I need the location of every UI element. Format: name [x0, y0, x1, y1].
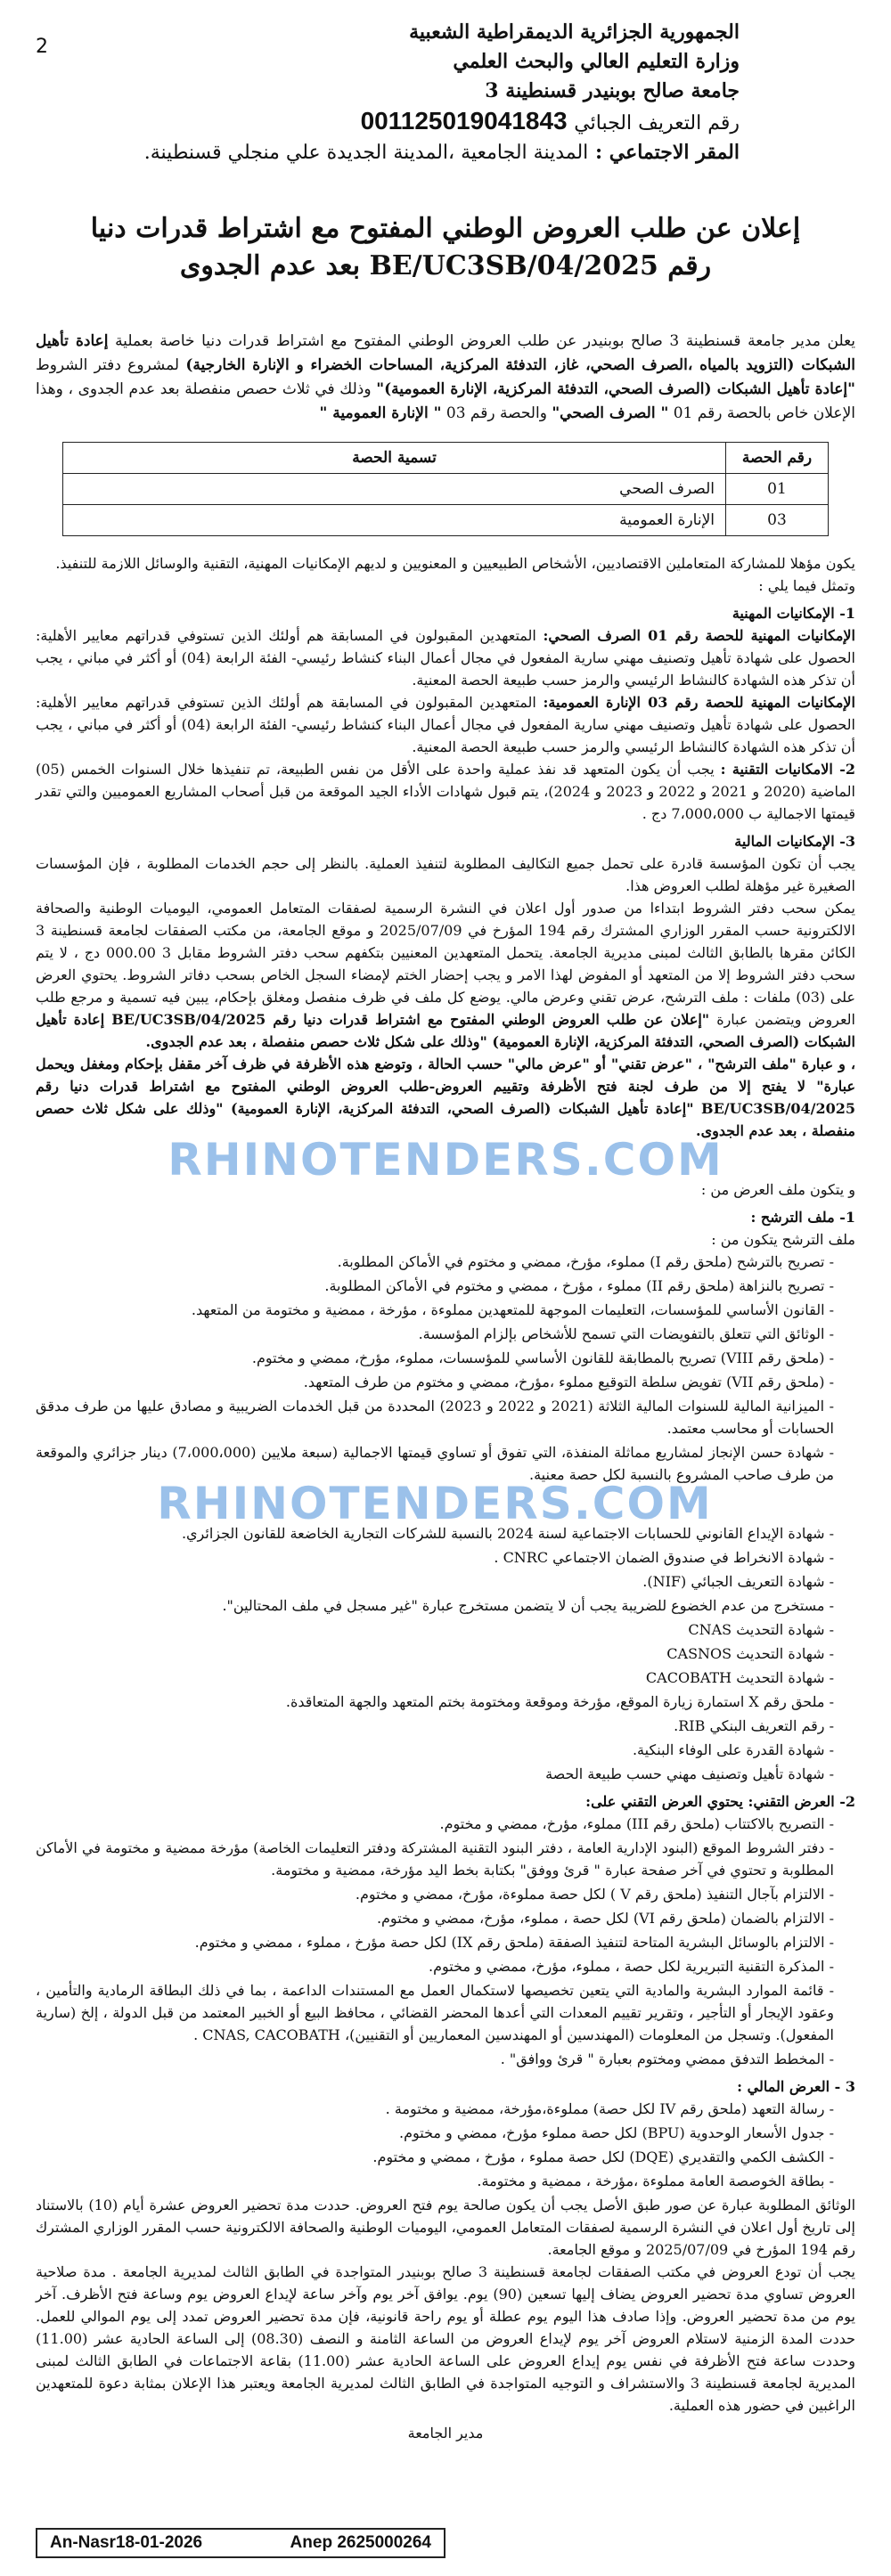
list-item: - القانون الأساسي للمؤسسات، التعليمات الموجهة للمتعهدين مملوءة ، مؤرخة ، ممضية و مختومة من المتعهد.: [191, 1301, 834, 1318]
list-item: - شهادة الانخراط في صندوق الضمان الاجتماعي CNRC .: [494, 1549, 834, 1566]
technical-title: 2- الامكانيات التقنية :: [720, 761, 855, 778]
list-item: - شهادة التحديث CASNOS: [666, 1645, 834, 1662]
publication-footer: [36, 2528, 446, 2558]
list-item: - بطاقة الخوصصة العامة مملوءة ،مؤرخة ، ممضية و مختومة.: [477, 2172, 834, 2189]
operation-name: إعادة تأهيل الشبكات (التزويد بالمياه ،الصرف الصحي، غاز، التدفئة المركزية، المساحات الخضراء و الإنارة الخارجية): [36, 332, 855, 374]
professional-lot3-text: المتعهدين المقبولون في المسابقة هم أولئك الذين تستوفي قدراتهم معايير الأهلية: الحصول على شهادة تأهيل وتصنيف مهني سارية المفعول في مجال أعمال البناء كنشاط رئيسي- الفئة الرابعة (04) أو أكثر في مباني ، يجب أن تذكر هذه الشهادة كالنشاط الرئيسي والرمز حسب طبيعة الحصة المعنية.: [36, 694, 855, 755]
intro-paragraph: [36, 330, 855, 426]
file-intro: و يتكون ملف العرض من :: [700, 1181, 855, 1198]
lot-b-name: " الإنارة العمومية ": [319, 404, 442, 422]
watermark: RHINOTENDERS.COM: [168, 1134, 723, 1186]
republic-name: الجمهورية الجزائرية الديمقراطية الشعبية: [409, 20, 740, 44]
notice-title: [36, 210, 855, 285]
candidacy-file-list: [36, 1251, 855, 1785]
notice-body: [36, 552, 855, 2444]
financial-text: يجب أن تكون المؤسسة قادرة على تحمل جميع التكاليف المطلوبة لتنفيذ العملية. بالنظر إلى حجم الخدمات المطلوبة ، فإن المؤسسات الصغيرة غير مؤهلة لطلب العروض هذا.: [36, 855, 855, 894]
list-item: - المخطط التدفق ممضي ومختوم بعبارة " قرئ ووافق" .: [500, 2050, 834, 2067]
hq-line: [36, 138, 740, 167]
eligibility-text: يكون مؤهلا للمشاركة المتعاملين الاقتصاديين، الأشخاص الطبيعيين و المعنويين و لديهم الإمكانيات المهنية، التقنية والوسائل اللازمة للتنفيذ.: [55, 555, 855, 572]
tax-id-line: [36, 106, 740, 138]
list-item: - دفتر الشروط الموقع (البنود الإدارية العامة ، دفتر البنود التقنية المشتركة ودفتر التعليمات الخاصة) مؤرخة ممضية و مختومة في الأماكن المطلوبة و تحتوي في آخر صفحة عبارة " قرئ ووفق" بكتابة بخط اليد مؤرخة، ممضية و مختومة.: [36, 1839, 834, 1879]
list-item: - الالتزام بالوسائل البشرية المتاحة لتنفيذ الصفقة (ملحق رقم IX) لكل حصة مؤرخ ، مملوء ، ممضي و مختوم.: [194, 1934, 834, 1951]
list-item: - الالتزام بآجال التنفيذ (ملحق رقم V ) لكل حصة مملوءة، مؤرخ، ممضي و مختوم.: [355, 1886, 834, 1903]
list-item: - (ملحق رقم VII) تفويض سلطة التوقيع مملوء ،مؤرخ، ممضي و مختوم من طرف المتعهد.: [303, 1374, 834, 1390]
institution-header: [36, 18, 855, 167]
list-item: - ملحق رقم X استمارة زيارة الموقع، مؤرخة وموقعة ومختومة بختم المتعهد والجهة المتعاقدة.: [285, 1693, 834, 1710]
list-item: - رسالة التعهد (ملحق رقم IV لكل حصة) مملوءة،مؤرخة، ممضية و مختومة .: [385, 2100, 834, 2117]
hq-label: المقر الاجتماعي :: [594, 141, 740, 164]
list-item: - رقم التعريف البنكي RIB.: [674, 1717, 834, 1734]
candidacy-file-sub: ملف الترشح يتكون من :: [711, 1231, 855, 1248]
notice-title-line2: رقم 2025/BE/UC3SB/04 بعد عدم الجدوى: [179, 250, 712, 281]
corner-mark: 2: [36, 36, 48, 58]
list-item: - الالتزام بالضمان (ملحق رقم VI) لكل حصة ، مملوء، مؤرخ، ممضي و مختوم.: [376, 1910, 834, 1927]
signature: مدير الجامعة: [407, 2425, 484, 2441]
financial-offer-list: [36, 2098, 855, 2192]
list-item: - مستخرج من عدم الخضوع للضريبة يجب أن لا يتضمن مستخرج عبارة "غير مسجل في ملف المحتالين".: [222, 1597, 834, 1614]
footer-anep: Anep 2625000264: [290, 2533, 431, 2552]
section-professional: 1- الإمكانيات المهنية: [732, 605, 855, 622]
list-item: - التصريح بالاكتتاب (ملحق رقم III) مملوء، مؤرخ، ممضي و مختوم.: [439, 1815, 834, 1832]
lot-name: الصرف الصحي: [63, 474, 726, 505]
list-item: - تصريح بالنزاهة (ملحق رقم II) مملوء ، مؤرخ ، ممضي و مختوم في الأماكن المطلوبة.: [324, 1277, 834, 1294]
hq-value: المدينة الجامعية ،المدينة الجديدة علي منجلي قسنطينة.: [143, 142, 589, 164]
intro-text-3: وذلك في ثلاث حصص منفصلة بعد عدم الجدوى ، وهذا الإعلان خاص بالحصة رقم 01: [36, 380, 855, 422]
list-item: - الميزانية المالية للسنوات المالية الثلاثة (2021 و 2022 و 2023) المحددة من قبل الخدمات الضريبية و مصادق عليها من طرف مدقق الحسابات أو محاسب معتمد.: [36, 1398, 835, 1437]
list-item: - المذكرة التقنية التبريرية لكل حصة ، مملوء، مؤرخ، ممضي و مختوم.: [429, 1958, 834, 1975]
university-name: جامعة صالح بوبنيدر قسنطينة 3: [485, 79, 740, 102]
ministry-name: وزارة التعليم العالي والبحث العلمي: [453, 50, 740, 73]
list-item: - شهادة القدرة على الوفاء البنكية.: [632, 1741, 834, 1758]
intro-text: يعلن مدير جامعة قسنطينة 3 صالح بوبنيدر عن طلب العروض الوطني المفتوح مع اشتراط قدرات دنيا خاصة بعملية: [108, 332, 856, 350]
professional-lot1-title: الإمكانيات المهنية للحصة رقم 01 الصرف الصحي:: [543, 627, 856, 644]
lot-name: الإنارة العمومية: [63, 505, 726, 536]
financial-offer-title: 3 - العرض المالي :: [737, 2078, 855, 2095]
list-item: - شهادة الإيداع القانوني للحسابات الاجتماعية لسنة 2024 بالنسبة للشركات التجارية الخاضعة للقانون الجزائري.: [181, 1525, 834, 1542]
technical-text: يجب أن يكون المتعهد قد نفذ عملية واحدة على الأقل من نفس الطبيعة، تم تنفيذها خلال السنوات الخمس (05) الماضية (2020 و 2021 و 2022 و 2023 و 2024)، يتم قبول شهادات الأداء الجيد الموقعة من قبل أصحاب المشاريع العموميين والتي تقدر قيمتها الاجمالية ب 7،000،000 دج .: [36, 761, 855, 822]
technical-capacity: [36, 758, 855, 825]
lot-number-header: رقم الحصة: [726, 443, 829, 474]
professional-lot3-title: الإمكانيات المهنية للحصة رقم 03 الإنارة العمومية:: [543, 694, 856, 711]
list-item: - شهادة تأهيل وتصنيف مهني حسب طبيعة الحصة: [545, 1765, 834, 1782]
project-name: "إعادة تأهيل الشبكات (الصرف الصحي، التدفئة المركزية، الإنارة العمومية)": [376, 380, 856, 398]
withdraw-mention: "إعلان عن طلب العروض الوطني المفتوح مع اشتراط قدرات دنيا رقم 2025/BE/UC3SB/04 إعادة تأهيل الشبكات (الصرف الصحي، التدفئة المركزية، الإنارة العمومية) "وذلك على شكل ثلاث حصص منفصلة ، بعد عدم الجدوى.: [36, 1011, 855, 1050]
lots-table: [62, 442, 829, 536]
professional-lot1: [36, 624, 855, 691]
lot-number: 01: [726, 474, 829, 505]
intro-text-4: والحصة رقم 03: [441, 404, 552, 422]
lot-name-header: تسمية الحصة: [63, 443, 726, 474]
envelope-paragraph: ، و عبارة "ملف الترشح" ، "عرض تقني" أو "عرض مالي" حسب الحالة ، وتوضع هذه الأظرفة في ظرف آخر مقفل بإحكام ومغفل ويحمل عبارة" لا يفتح إلا من طرف لجنة فتح الأظرفة وتقييم العروض-طلب العروض الوطني المفتوح مع اشتراط قدرات دنيا رقم 2025/BE/UC3SB/04 "إعادة تأهيل الشبكات (الصرف الصحي، التدفئة المركزية، الإنارة العمومية) "وذلك على شكل ثلاث حصص منفصلة ، بعد عدم الجدوى.: [36, 1056, 855, 1139]
validity-paragraph: الوثائق المطلوبة عبارة عن صور طبق الأصل يجب أن يكون صالحة يوم فتح العروض. حددت مدة تحضير العروض عشرة أيام (10) بالاستناد إلى تاريخ أول اعلان في النشرة الرسمية لصفقات المتعامل العمومي، اليوميات الوطنية والصحافة الالكترونية حسب المقرر الوزاري المشترك رقم 194 المؤرخ في 2025/07/09 و موقع الجامعة.: [35, 2197, 856, 2258]
table-row: [63, 505, 829, 536]
list-item: - قائمة الموارد البشرية والمادية التي يتعين تخصيصها لاستكمال العمل مع المستندات الداعمة ، بما في ذلك البطاقة الرمادية والتأمين ، وعقود الإيجار أو التأجير ، وتقرير تقييم المعدات التي أعدها المحضر القضائي ، محافظ البيع أو الخبير المعتمد من قبل الدولة ، إلخ (سارية المفعول). وتسجل من المعلومات (المهندسين أو المهندسين المعماريين أو التقنيين)، CNAS, CACOBATH .: [36, 1982, 835, 2043]
list-item: - تصريح بالترشح (ملحق رقم I) مملوء، مؤرخ، ممضي و مختوم في الأماكن المطلوبة.: [337, 1253, 834, 1270]
withdraw-paragraph: [36, 897, 855, 1053]
list-item: - شهادة حسن الإنجاز لمشاريع مماثلة المنفذة، التي تفوق أو تساوي قيمتها الاجمالية (سبعة ملايين (7،000،000) دينار جزائري والموقعة من طرف صاحب المشروع بالنسبة لكل حصة معنية.: [36, 1444, 834, 1483]
list-item: - (ملحق رقم VIII) تصريح بالمطابقة للقانون الأساسي للمؤسسات، مملوء، مؤرخ، ممضي و مختوم.: [251, 1349, 834, 1366]
technical-offer-list: [36, 1813, 855, 2070]
table-row: [63, 474, 829, 505]
tender-notice-page: [36, 18, 855, 2558]
technical-offer-title: 2- العرض التقني: يحتوي العرض التقني على:: [585, 1793, 855, 1810]
list-item: - شهادة التحديث CACOBATH: [645, 1669, 834, 1686]
professional-lot1-text: المتعهدين المقبولون في المسابقة هم أولئك الذين تستوفي قدراتهم معايير الأهلية: الحصول على شهادة تأهيل وتصنيف مهني سارية المفعول في مجال أعمال البناء كنشاط رئيسي- الفئة الرابعة (04) أو أكثر في مباني ، يجب أن تذكر هذه الشهادة كالنشاط الرئيسي والرمز حسب طبيعة الحصة المعنية.: [36, 627, 855, 689]
footer-newspaper: An-Nasr18-01-2026: [50, 2533, 203, 2552]
list-item: - جدول الأسعار الوحدوية (BPU) لكل حصة مملوء مؤرخ، ممضي و مختوم.: [398, 2124, 834, 2141]
notice-title-line1: إعلان عن طلب العروض الوطني المفتوح مع اشتراط قدرات دنيا: [90, 213, 801, 244]
candidacy-file-title: 1- ملف الترشح :: [750, 1209, 855, 1226]
lots-header-row: [63, 443, 829, 474]
withdraw-text: يمكن سحب دفتر الشروط ابتداءا من صدور أول اعلان في النشرة الرسمية لصفقات المتعامل العمومي، اليوميات الوطنية والصحافة الالكترونية حسب المقرر الوزاري المشترك رقم 194 المؤرخ في 2025/07/09 و موقع الجامعة، من مكتب الصفقات لجامعة قسنطينة 3 الكائن مقرها بالطابق الثالث لمبنى مديرية الجامعة. يتحمل المتعهدين المعنيين بتكفهم سحب دفتر الشروط مقابل 3 000.00 دج ، لا يتم سحب دفتر الشروط إلا من المتعهد أو المفوض لهذا الامر و يجب إحضار الختم لإمضاء السجل الخاص بسحب دفاتر الشروط. يحتوي العرض على (03) ملفات : ملف الترشح، عرض تقني وعرض مالي. يوضع كل ملف في ظرف منفصل ومغلق بإحكام، يبين فيه تسمية و مرجع طلب العروض ويتضمن عبارة: [36, 900, 856, 1028]
deposit-paragraph: يجب أن تودع العروض في مكتب الصفقات لجامعة قسنطينة 3 صالح بوبنيدر المتواجدة في الطابق الثالث لمديرية الجامعة . مدة صلاحية العروض تساوي مدة تحضير العروض يضاف إليها تسعين (90) يوم. يوافق آخر يوم وآخر ساعة لإيداع العروض يوم وساعة فتح الأظرف. آخر يوم من مدة تحضير العروض. وإذا صادف هذا اليوم يوم عطلة أو يوم راحة قانونية، فإن مدة تحضير العروض تمدد إلى يوم الموالي للعمل. حددت المدة الزمنية لاستلام العروض آخر يوم لإيداع العروض من الساعة الثامنة و النصف (08.30) إلى الساعة الحادية عشر (11.00) وحددت ساعة فتح الأظرفة في نفس يوم إيداع العروض على الساعة الحادية عشر (11.00) بقاعة الاجتماعات في الطابق الثالث لمبنى المديرية لجامعة قسنطينة 3 والاستشراف و التوجيه المتواجدة في الطابق الثالث لمديرية الجامعة ويعتبر هذا الإعلان بمثابة دعوة للمتعهدين الراغبين في حضور هذه العملية.: [36, 2263, 856, 2414]
professional-lot3: [36, 691, 855, 758]
watermark: RHINOTENDERS.COM: [157, 1478, 713, 1529]
list-item: - شهادة التعريف الجبائي (NIF).: [642, 1573, 834, 1590]
lot-number: 03: [726, 505, 829, 536]
tax-id-number: 001125019041843: [360, 107, 568, 135]
list-item: - الكشف الكمي والتقديري (DQE) لكل حصة مملوء ، مؤرخ ، ممضي و مختوم.: [372, 2148, 834, 2165]
tax-id-label: رقم التعريف الجبائي: [574, 112, 740, 135]
list-item: - شهادة التحديث CNAS: [688, 1621, 834, 1638]
shown-below-text: وتمثل فيما يلي :: [758, 577, 855, 594]
list-item: - الوثائق التي تتعلق بالتفويضات التي تسمح للأشخاص بإلزام المؤسسة.: [418, 1325, 834, 1342]
intro-text-2: لمشروع دفتر الشروط: [36, 356, 186, 374]
lot-a-name: " الصرف الصحي": [552, 404, 669, 422]
section-financial: 3- الإمكانيات المالية: [734, 833, 855, 850]
